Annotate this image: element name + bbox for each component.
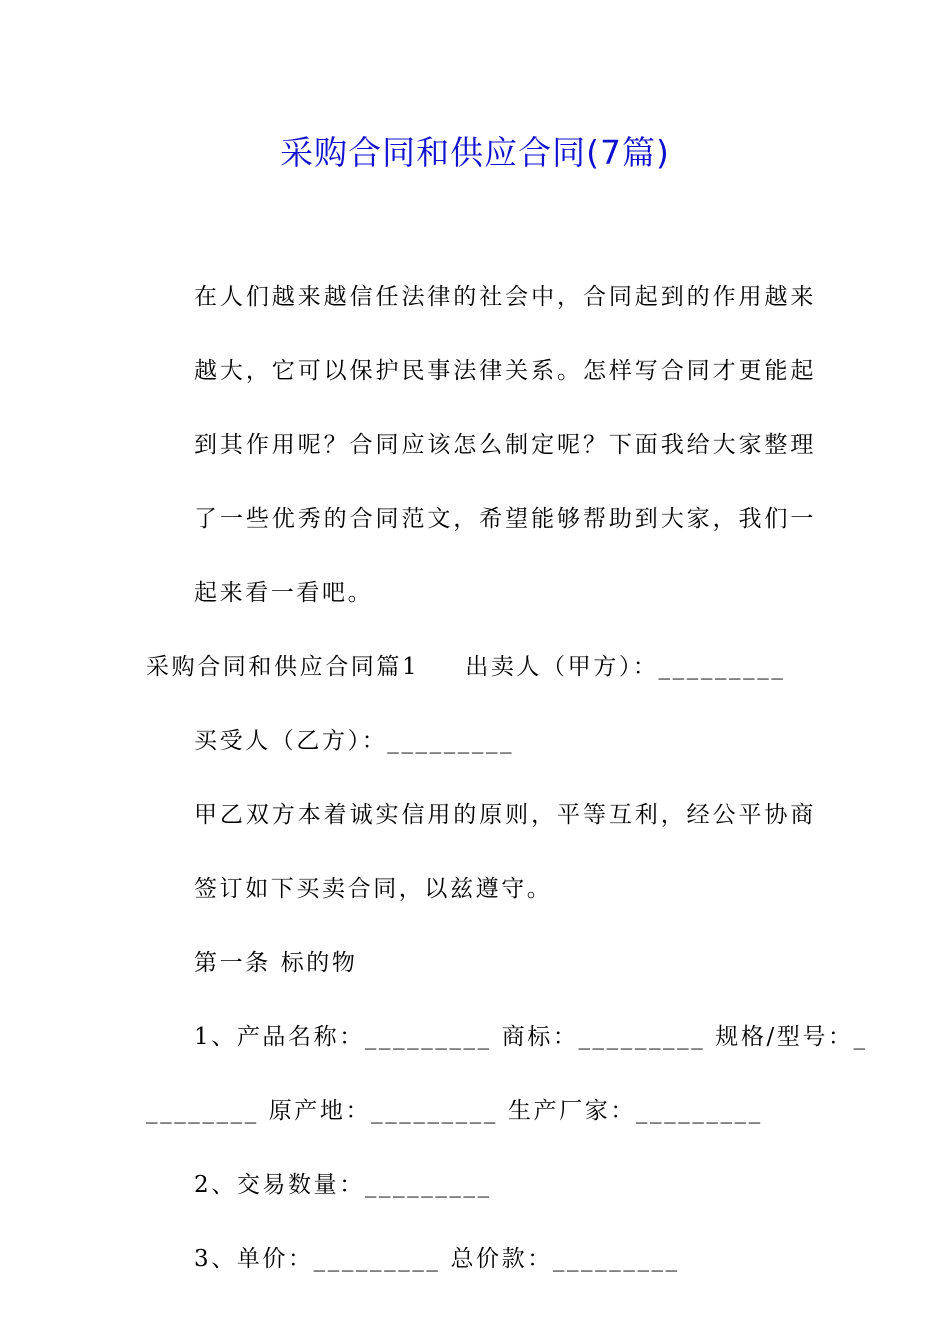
item3-line: 3、单价：_________ 总价款：_________: [194, 1246, 680, 1272]
document-body: [146, 260, 868, 1296]
intro-paragraph: 在人们越来越信任法律的社会中，合同起到的作用越来越大，它可以保护民事法律关系。怎样写合同才更能起到其作用呢？合同应该怎么制定呢？下面我给大家整理了一些优秀的合同范文，希望能够帮助到大家，我们一起来看一看吧。: [194, 284, 816, 606]
agreement-paragraph: 甲乙双方本着诚实信用的原则，平等互利，经公平协商签订如下买卖合同，以兹遵守。: [194, 802, 816, 902]
item1-line2: ________ 原产地：_________ 生产厂家：_________: [146, 1098, 763, 1124]
document-title: 采购合同和供应合同(7篇): [280, 133, 670, 172]
article1-heading: 第一条 标的物: [194, 950, 358, 976]
buyer-line: 买受人（乙方）：_________: [194, 728, 515, 754]
item1-line1: 1、产品名称：_________ 商标：_________ 规格/型号：_: [194, 1024, 868, 1050]
item2-line: 2、交易数量：_________: [194, 1172, 492, 1198]
seller-line: 出卖人（甲方）：_________: [465, 654, 786, 680]
section-heading-line: [146, 630, 816, 704]
section-heading: 采购合同和供应合同篇1: [146, 654, 420, 680]
